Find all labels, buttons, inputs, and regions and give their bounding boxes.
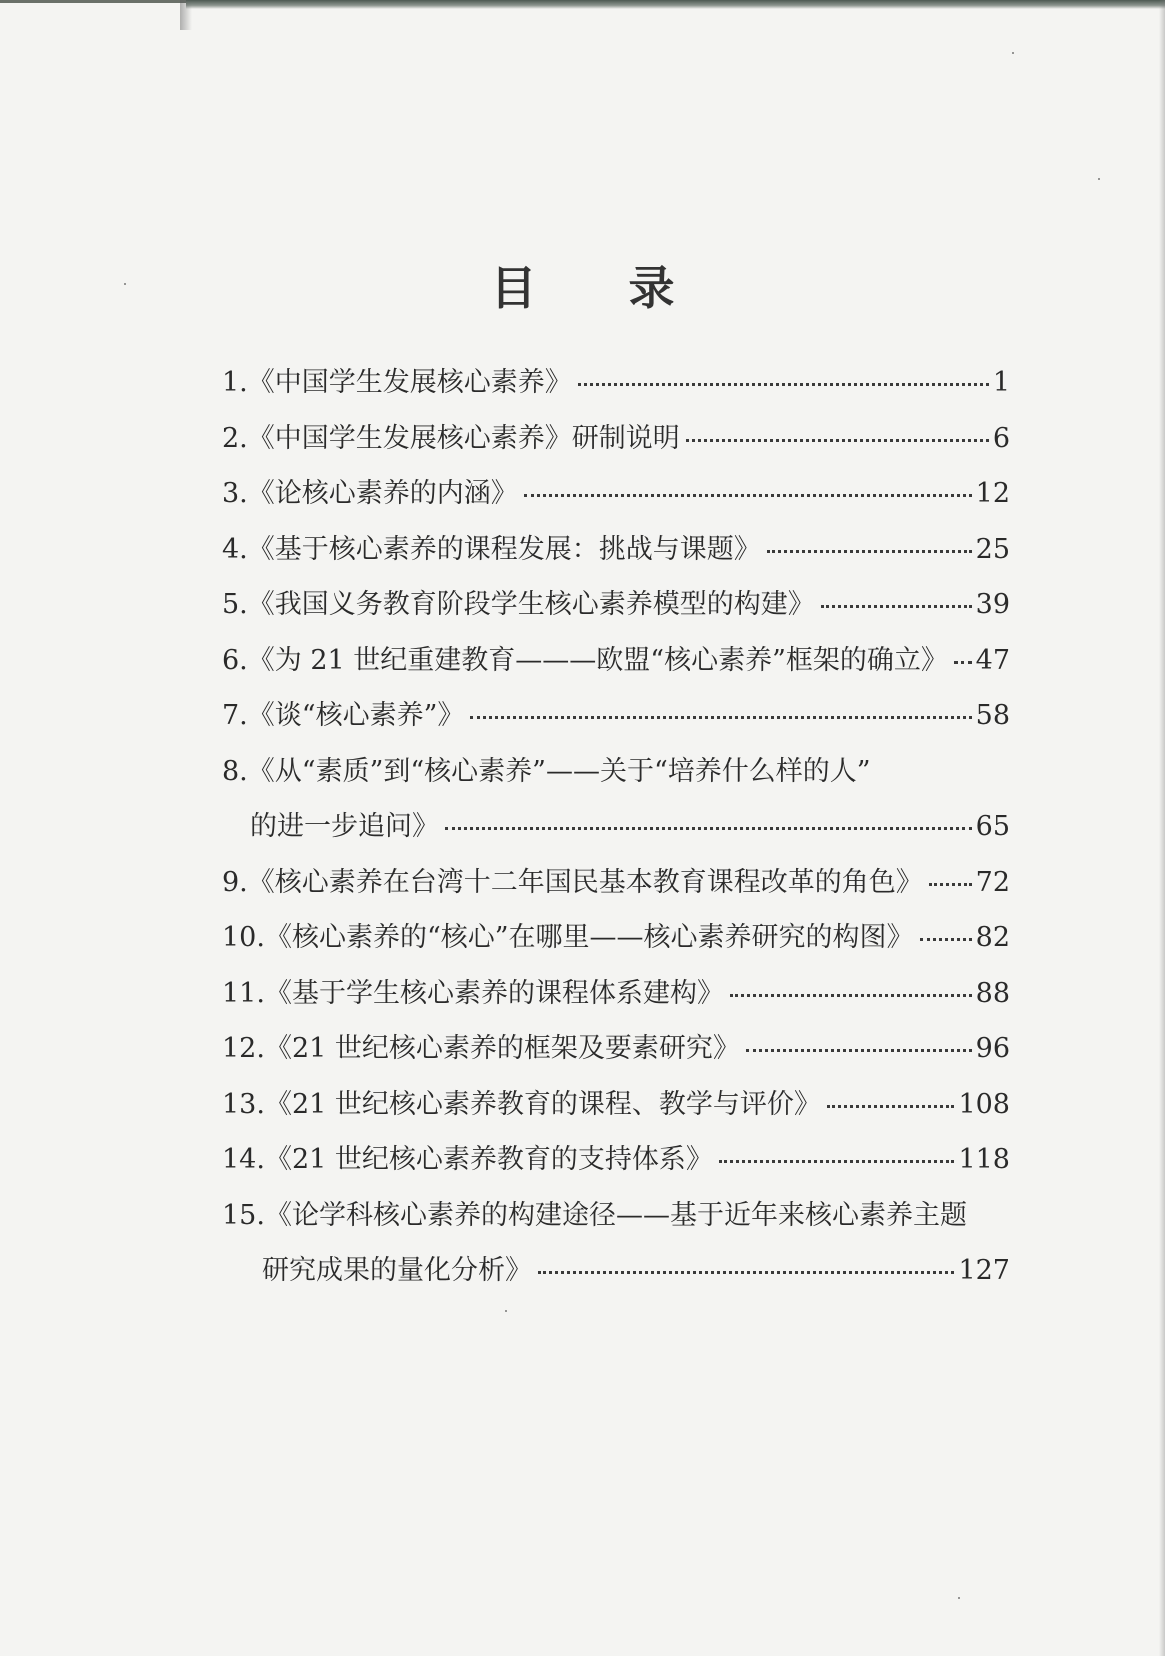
toc-dot-leader — [578, 383, 989, 386]
toc-entry-8[interactable] — [222, 749, 1010, 805]
toc-entry-number: 8. — [222, 755, 248, 787]
toc-entry-12[interactable] — [222, 1026, 1010, 1082]
toc-entry-title: 《为 21 世纪重建教育———欧盟“核心素养”框架的确立》 — [247, 644, 948, 676]
toc-entry-15[interactable] — [222, 1193, 1010, 1249]
table-of-contents — [222, 360, 1010, 1304]
toc-entry-page: 82 — [975, 922, 1010, 953]
toc-entry-10[interactable] — [222, 915, 1010, 971]
toc-entry-page: 12 — [975, 478, 1010, 509]
toc-dot-leader — [954, 661, 972, 664]
toc-dot-leader — [686, 439, 989, 442]
toc-entry-page: 65 — [975, 811, 1010, 842]
scan-speck — [1098, 178, 1100, 180]
toc-dot-leader — [524, 494, 972, 497]
toc-entry-9[interactable] — [222, 860, 1010, 916]
toc-entry-7[interactable] — [222, 693, 1010, 749]
toc-entry-title-continued: 的进一步追问》 — [250, 811, 439, 842]
toc-entry-6[interactable] — [222, 638, 1010, 694]
toc-entry-title: 《从“素质”到“核心素养”——关于“培养什么样的人” — [247, 755, 871, 787]
toc-entry-number: 4. — [222, 533, 248, 565]
toc-entry-number: 10. — [222, 922, 265, 953]
toc-entry-number: 9. — [222, 866, 248, 898]
toc-entry-number: 11. — [222, 977, 265, 1009]
scan-speck — [1012, 52, 1014, 54]
scan-edge-right — [1159, 0, 1165, 1656]
toc-dot-leader — [746, 1049, 972, 1052]
toc-entry-5[interactable] — [222, 582, 1010, 638]
scan-binding-shadow — [180, 0, 192, 30]
toc-entry-page: 39 — [975, 589, 1010, 620]
toc-entry-page: 72 — [975, 866, 1010, 898]
toc-dot-leader — [470, 716, 971, 719]
toc-dot-leader — [767, 550, 972, 553]
toc-entry-page: 47 — [975, 644, 1010, 676]
toc-entry-page: 108 — [958, 1088, 1010, 1120]
toc-entry-title-continued: 研究成果的量化分析》 — [262, 1255, 532, 1286]
toc-dot-leader — [730, 994, 972, 997]
toc-entry-title: 《核心素养在台湾十二年国民基本教育课程改革的角色》 — [247, 866, 923, 898]
toc-dot-leader — [719, 1160, 955, 1163]
toc-entry-1[interactable] — [222, 360, 1010, 416]
toc-entry-page: 96 — [975, 1033, 1010, 1064]
toc-dot-leader — [827, 1105, 955, 1108]
toc-dot-leader — [920, 938, 972, 941]
toc-entry-4[interactable] — [222, 527, 1010, 583]
toc-dot-leader — [538, 1271, 954, 1274]
toc-entry-number: 6. — [222, 644, 248, 676]
toc-entry-page: 25 — [975, 533, 1010, 565]
toc-entry-number: 2. — [222, 422, 248, 454]
toc-entry-15-continued[interactable] — [222, 1248, 1010, 1304]
page-title: 目 录 — [490, 261, 713, 315]
toc-entry-page: 118 — [958, 1144, 1010, 1175]
toc-entry-page: 58 — [975, 700, 1010, 731]
toc-entry-title: 《21 世纪核心素养教育的课程、教学与评价》 — [264, 1088, 821, 1120]
toc-entry-number: 14. — [222, 1144, 265, 1175]
scan-edge-top-left — [0, 0, 190, 3]
toc-entry-page: 88 — [975, 977, 1010, 1009]
toc-entry-number: 7. — [222, 700, 248, 731]
scan-speck — [505, 1310, 507, 1312]
toc-entry-page: 127 — [958, 1255, 1010, 1286]
toc-entry-13[interactable] — [222, 1082, 1010, 1138]
scan-edge-top — [186, 0, 1165, 9]
toc-entry-title: 《基于核心素养的课程发展：挑战与课题》 — [247, 533, 761, 565]
toc-entry-title: 《中国学生发展核心素养》研制说明 — [247, 422, 680, 454]
toc-dot-leader — [821, 605, 972, 608]
toc-entry-number: 12. — [222, 1033, 265, 1064]
toc-entry-number: 3. — [222, 478, 248, 509]
toc-entry-title: 《谈“核心素养”》 — [247, 700, 465, 731]
toc-dot-leader — [445, 827, 972, 830]
toc-entry-title: 《我国义务教育阶段学生核心素养模型的构建》 — [247, 589, 815, 620]
toc-entry-2[interactable] — [222, 416, 1010, 472]
toc-entry-number: 15. — [222, 1199, 265, 1231]
scan-speck — [958, 1597, 960, 1599]
toc-entry-title: 《基于学生核心素养的课程体系建构》 — [264, 977, 724, 1009]
toc-entry-8-continued[interactable] — [222, 804, 1010, 860]
toc-entry-number: 5. — [222, 589, 248, 620]
toc-entry-11[interactable] — [222, 971, 1010, 1027]
toc-entry-title: 《论核心素养的内涵》 — [247, 478, 518, 509]
toc-entry-title: 《核心素养的“核心”在哪里——核心素养研究的构图》 — [264, 922, 914, 953]
toc-entry-title: 《21 世纪核心素养的框架及要素研究》 — [264, 1033, 740, 1064]
toc-entry-title: 《论学科核心素养的构建途径——基于近年来核心素养主题 — [264, 1199, 967, 1231]
toc-entry-14[interactable] — [222, 1137, 1010, 1193]
toc-entry-page: 1 — [992, 367, 1010, 398]
toc-dot-leader — [929, 883, 972, 886]
toc-entry-title: 《中国学生发展核心素养》 — [247, 367, 572, 398]
toc-entry-page: 6 — [992, 422, 1010, 454]
toc-entry-number: 13. — [222, 1088, 265, 1120]
toc-entry-title: 《21 世纪核心素养教育的支持体系》 — [264, 1144, 713, 1175]
toc-entry-3[interactable] — [222, 471, 1010, 527]
toc-entry-number: 1. — [222, 367, 248, 398]
